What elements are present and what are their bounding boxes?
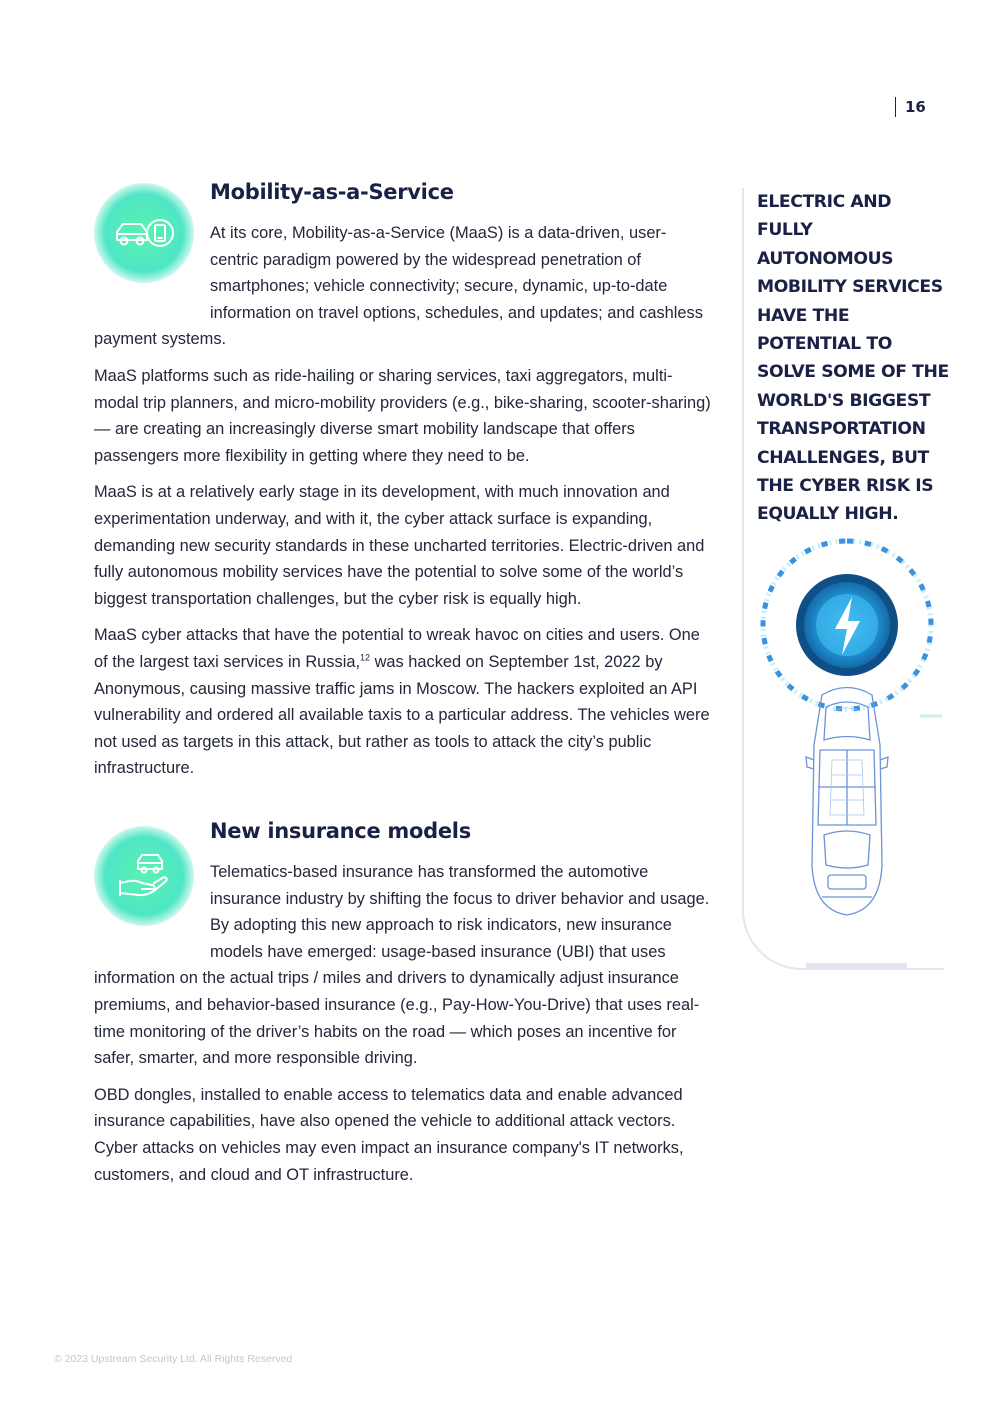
paragraph: Telematics-based insurance has transformed the automotive insurance industry by shifting the focus to driver behavior and usage. By adopting this new approach to risk indicators, new insurance models have emerged: usage-based insurance (UBI) that uses information on the actual trips / miles and drivers to dynamically adjust insurance premiums, and behavior-based insurance (e.g., Pay-How-You-Drive) that uses real-time monitoring of the driver’s habits on the road — which poses an incentive for safer, smarter, and more responsible driving. [94,863,710,1068]
paragraph: MaaS cyber attacks that have the potential to wreak havoc on cities and users. One of the largest taxi services in Russia,$^{12}$ was hacked on September 1st, 2022 by Anonymous, causing massive traffic jams in Moscow. The hackers exploited an API vulnerability and ordered all available taxis to a particular address. The vehicles were not used as targets in this attack, but rather as tools to attack the city’s public infrastructure. [94,626,710,778]
section-mobility-as-a-service [94,180,714,782]
copyright-footer: © 2023 Upstream Security Ltd. All Rights Reserved [54,1353,293,1365]
section-title: New insurance models [210,819,471,843]
electric-car-icon [752,535,942,925]
section-new-insurance-models [94,819,714,1188]
page-number-divider [895,97,896,117]
sidebar-underline [806,963,907,969]
paragraph: OBD dongles, installed to enable access to telematics data and enable advanced insurance capabilities, have also opened the vehicle to additional attack vectors. Cyber attacks on vehicles may even impact an insurance company's IT networks, customers, and cloud and OT infrastructure. [94,1085,684,1184]
page-number: 16 [895,96,926,118]
section-title: Mobility-as-a-Service [210,180,454,204]
footnote-ref: 12 [360,652,371,663]
car-phone-icon [94,183,194,283]
paragraph: At its core, Mobility-as-a-Service (MaaS) is a data-driven, user-centric paradigm powered by the widespread penetration of smartphones; vehicle connectivity; secure, dynamic, up-to-date information on travel options, schedules, and updates; and cashless payment systems. [94,224,703,349]
pull-quote: ELECTRIC AND FULLY AUTONOMOUS MOBILITY SERVICES HAVE THE POTENTIAL TO SOLVE SOME OF THE WORLD'S BIGGEST TRANSPORTATION CHALLENGES, BUT THE CYBER RISK IS EQUALLY HIGH. [757,192,949,525]
paragraph: MaaS is at a relatively early stage in its development, with much innovation and experimentation underway, and with it, the cyber attack surface is expanding, demanding new security standards in these uncharted territories. Electric-driven and fully autonomous mobility services have the potential to solve some of the world’s biggest transportation challenges, but the cyber risk is equally high. [94,483,705,608]
paragraph: MaaS platforms such as ride-hailing or sharing services, taxi aggregators, multi-modal trip planners, and micro-mobility providers (e.g., bike-sharing, scooter-sharing) — are creating an increasingly diverse smart mobility landscape that offers passengers more flexibility in getting where they need to be. [94,366,711,465]
insured-car-hand-icon [94,826,194,926]
